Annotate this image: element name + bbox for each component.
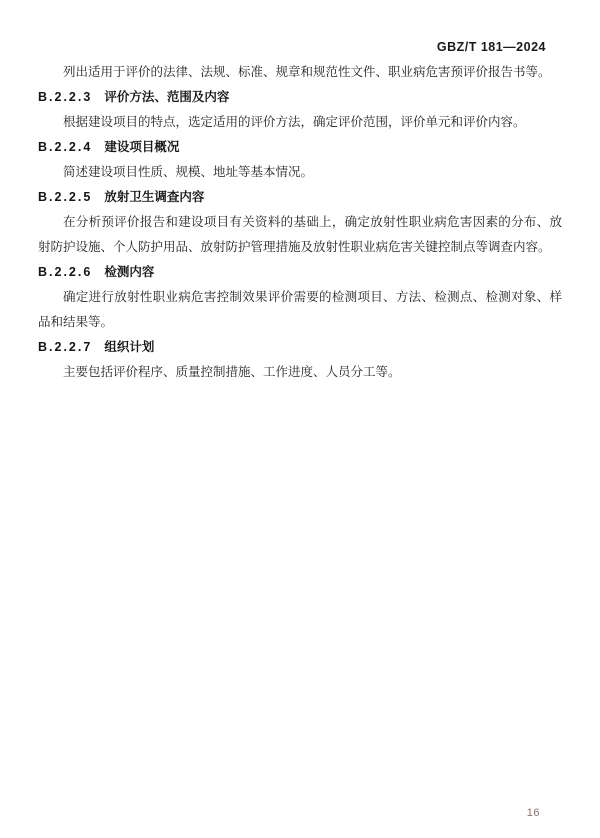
- section-heading: [38, 335, 562, 360]
- section-heading: [38, 185, 562, 210]
- section-title: 放射卫生调查内容: [104, 190, 205, 204]
- paragraph: 在分析预评价报告和建设项目有关资料的基础上，确定放射性职业病危害因素的分布、放射防护设施、个人防护用品、放射防护管理措施及放射性职业病危害关键控制点等调查内容。: [38, 215, 562, 254]
- section-number: B.2.2.7: [38, 340, 93, 354]
- document-footer: [527, 807, 540, 819]
- standard-number: GBZ/T 181—2024: [436, 40, 546, 54]
- section-heading: [38, 260, 562, 285]
- section-heading: [38, 135, 562, 160]
- page-number: 16: [526, 807, 540, 819]
- paragraph: 根据建设项目的特点，选定适用的评价方法，确定评价范围，评价单元和评价内容。: [63, 115, 526, 129]
- document-header: [437, 40, 546, 54]
- section-title: 组织计划: [104, 340, 155, 354]
- section-title: 评价方法、范围及内容: [104, 90, 230, 104]
- paragraph: 简述建设项目性质、规模、地址等基本情况。: [63, 165, 314, 179]
- section-number: B.2.2.4: [38, 140, 93, 154]
- section-title: 检测内容: [104, 265, 155, 279]
- paragraph: 确定进行放射性职业病危害控制效果评价需要的检测项目、方法、检测点、检测对象、样品和结果等。: [38, 290, 562, 329]
- section-number: B.2.2.3: [38, 90, 93, 104]
- paragraph: 主要包括评价程序、质量控制措施、工作进度、人员分工等。: [63, 365, 401, 379]
- section-number: B.2.2.5: [38, 190, 93, 204]
- document-body: [38, 60, 562, 385]
- section-title: 建设项目概况: [104, 140, 180, 154]
- paragraph: 列出适用于评价的法律、法规、标准、规章和规范性文件、职业病危害预评价报告书等。: [63, 65, 551, 79]
- section-number: B.2.2.6: [38, 265, 93, 279]
- section-heading: [38, 85, 562, 110]
